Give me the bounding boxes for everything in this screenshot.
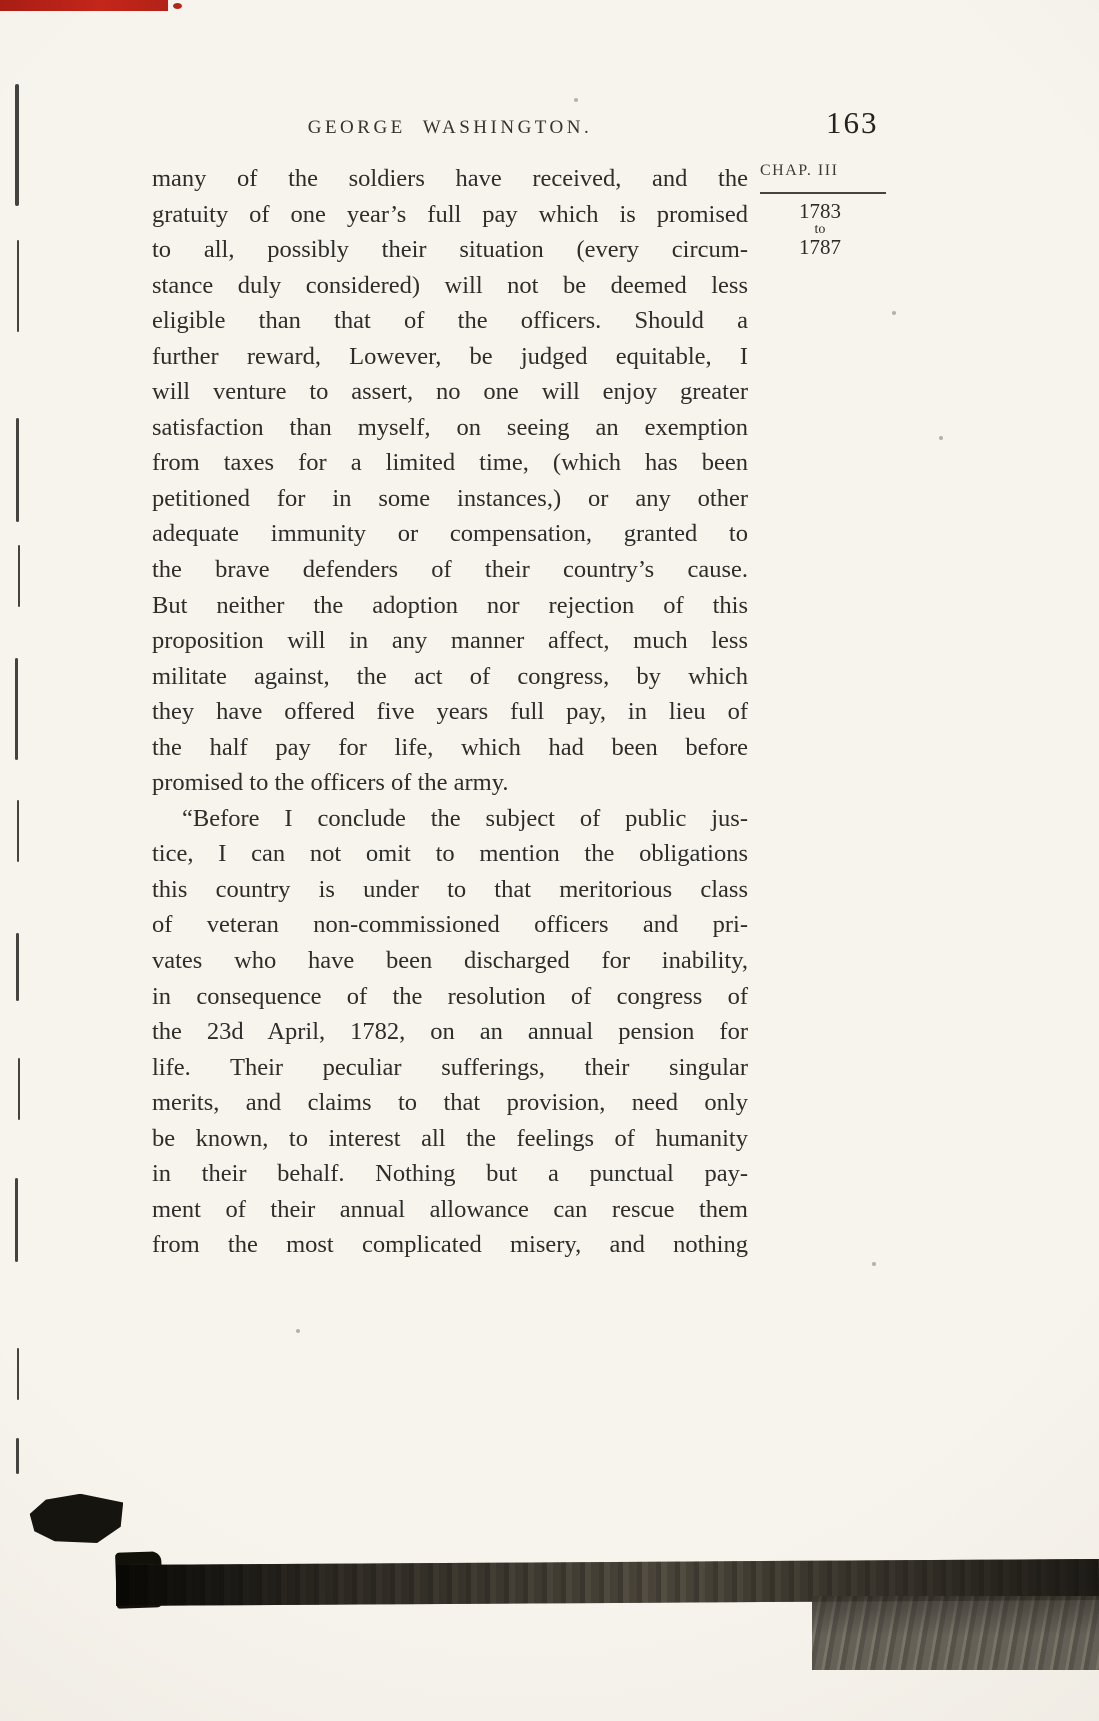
text-line: tice, I can not omit to mention the obligations [152, 840, 748, 868]
text-line: petitioned for in some instances,) or any other [152, 484, 748, 512]
text-line: be known, to interest all the feelings of humanity [152, 1124, 748, 1152]
year-end: 1787 [799, 235, 841, 259]
page-number: 163 [826, 105, 879, 140]
scan-artifact-edge-mark [18, 545, 20, 607]
scan-artifact-speck [872, 1262, 876, 1266]
text-line: life. Their peculiar sufferings, their singular [152, 1053, 748, 1081]
text-line: proposition will in any manner affect, much less [152, 627, 748, 655]
scan-artifact-speck [296, 1329, 300, 1333]
text-line: in their behalf. Nothing but a punctual pay- [152, 1160, 748, 1188]
chapter-note: CHAP. III [760, 162, 839, 179]
text-line: further reward, Lowever, be judged equitable, I [152, 342, 748, 370]
year-start: 1783 [799, 199, 841, 223]
scan-artifact-corner-block [812, 1596, 1099, 1670]
text-line: promised to the officers of the army. [152, 769, 509, 797]
text-line: satisfaction than myself, on seeing an exemption [152, 413, 748, 441]
text-line: many of the soldiers have received, and the [152, 165, 748, 192]
text-line: the brave defenders of their country’s cause. [152, 556, 748, 584]
text-line: this country is under to that meritorious class [152, 875, 748, 903]
body-text [152, 161, 748, 1263]
text-line: the half pay for life, which had been before [152, 733, 748, 761]
text-line: from taxes for a limited time, (which has been [152, 449, 748, 477]
text-line: will venture to assert, no one will enjoy greater [152, 378, 748, 406]
text-line: to all, possibly their situation (every circum- [152, 236, 748, 264]
scan-artifact-blob [29, 1492, 125, 1547]
scan-artifact-edge-mark [15, 658, 18, 760]
scan-artifact-edge-mark [16, 933, 19, 1001]
text-line: they have offered five years full pay, in lieu of [152, 698, 748, 726]
scan-artifact-edge-mark [17, 240, 19, 332]
text-line: gratuity of one year’s full pay which is promised [152, 200, 748, 228]
margin-notes [760, 162, 888, 259]
text-line: militate against, the act of congress, by which [152, 662, 748, 690]
scan-artifact-edge-mark [16, 418, 19, 522]
text-line: eligible than that of the officers. Should a [152, 307, 748, 335]
scan-artifact-edge-mark [17, 800, 19, 862]
date-range-note [774, 200, 866, 259]
text-line: But neither the adoption nor rejection of this [152, 591, 748, 619]
scan-artifact-speck [574, 98, 578, 102]
scan-artifact-edge-mark [16, 1438, 19, 1474]
scan-artifact-red-dot [173, 3, 182, 9]
text-line: adequate immunity or compensation, granted to [152, 520, 748, 548]
text-line: vates who have been discharged for inability, [152, 947, 748, 975]
scan-artifact-edge-mark [18, 1058, 20, 1120]
scan-artifact-edge-mark [15, 84, 19, 206]
scan-artifact-speck [892, 311, 896, 315]
text-line: ment of their annual allowance can rescue them [152, 1195, 748, 1223]
scan-artifact-speck [939, 436, 943, 440]
scan-artifact-red-strip [0, 0, 168, 11]
text-line: stance duly considered) will not be deemed less [152, 271, 748, 299]
year-connector: to [814, 222, 826, 237]
text-line: of veteran non-commissioned officers and pri- [152, 911, 748, 939]
text-line: merits, and claims to that provision, need only [152, 1089, 748, 1117]
scan-artifact-edge-mark [17, 1348, 19, 1400]
text-line: the 23d April, 1782, on an annual pension for [152, 1018, 748, 1046]
scan-artifact-edge-mark [15, 1178, 18, 1262]
text-line: “Before I conclude the subject of public jus- [182, 804, 748, 832]
text-line: from the most complicated misery, and nothing [152, 1231, 748, 1259]
text-line: in consequence of the resolution of congress of [152, 982, 748, 1010]
running-title: GEORGE WASHINGTON. [307, 117, 593, 138]
margin-rule [760, 192, 886, 194]
